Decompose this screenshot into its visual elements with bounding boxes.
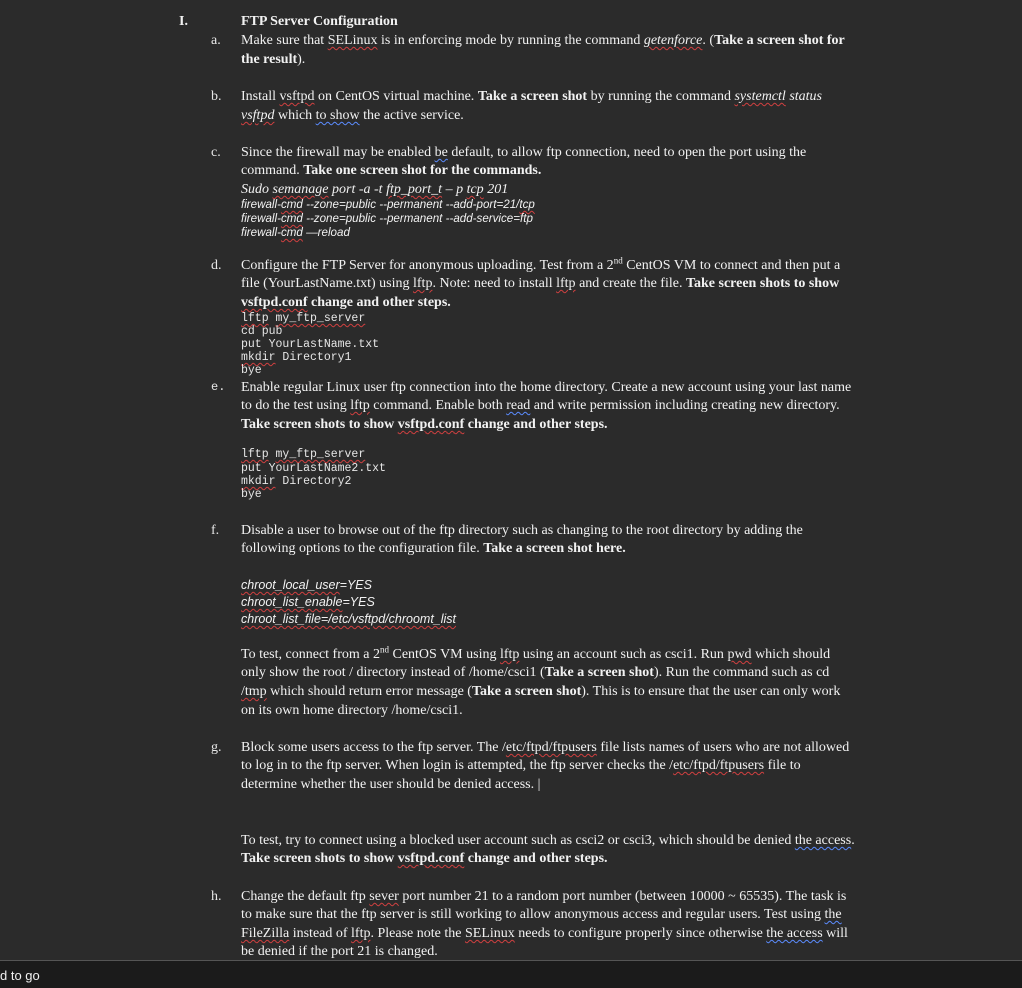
code-lftp-connect-2: lftp my_ftp_server xyxy=(241,448,366,461)
item-a-marker: a. xyxy=(211,33,221,48)
item-d-marker: d. xyxy=(211,258,222,273)
item-d-line2: file (YourLastName.txt) using lftp. Note: need to install lftp and create the file. Take screen shots to show xyxy=(241,276,840,291)
item-g-marker: g. xyxy=(211,740,222,755)
code-mkdir-1: mkdir Directory1 xyxy=(241,351,352,364)
item-h-line2: to make sure that the ftp server is still working to allow anonymous access and regular users. Test using the xyxy=(241,907,842,922)
item-d-line1: Configure the FTP Server for anonymous uploading. Test from a 2nd CentOS VM to connect and then put a xyxy=(241,255,841,273)
code-mkdir-2: mkdir Directory2 xyxy=(241,475,352,488)
item-g-test-line2: Take screen shots to show vsftpd.conf change and other steps. xyxy=(241,851,608,866)
status-bar-text: d to go xyxy=(0,968,40,983)
item-f-marker: f. xyxy=(211,523,220,538)
item-a-line1: Make sure that SELinux is in enforcing mode by running the command getenforce. (Take a screen shot for xyxy=(241,33,845,48)
item-g-line2: to log in to the ftp server. When login is attempted, the ftp server checks the /etc/ftpd/ftpusers file to xyxy=(241,758,801,773)
item-e-marker: e. xyxy=(211,380,226,394)
item-e-line1: Enable regular Linux user ftp connection into the home directory. Create a new account using your last name xyxy=(241,380,852,395)
item-g-line1: Block some users access to the ftp server. The /etc/ftpd/ftpusers file lists names of users who are not allowed xyxy=(241,740,850,755)
item-a-line2: the result). xyxy=(241,52,306,67)
bottom-status-bar[interactable] xyxy=(0,961,1022,988)
item-d-line3: vsftpd.conf change and other steps. xyxy=(241,295,451,310)
item-g-test-line1: To test, try to connect using a blocked user account such as csci2 or csci3, which should be denied the access. xyxy=(241,833,855,848)
item-f-test-line2: only show the root / directory instead of /home/csci1 (Take a screen shot). Run the command such as cd xyxy=(241,665,830,680)
semanage-command: Sudo semanage port -a -t ftp_port_t – p tcp 201 xyxy=(241,182,509,197)
item-f-test-line1: To test, connect from a 2nd CentOS VM using lftp using an account such as csci1. Run pwd which should xyxy=(241,644,831,662)
item-f-line2: following options to the configuration file. Take a screen shot here. xyxy=(241,541,626,556)
item-e-line2: to do the test using lftp command. Enable both read and write permission including creating new directory. xyxy=(241,398,840,413)
code-bye-2: bye xyxy=(241,488,262,501)
item-c-line1: Since the firewall may be enabled be default, to allow ftp connection, need to open the port using the xyxy=(241,145,807,160)
item-g-line3[interactable]: determine whether the user should be denied access. | xyxy=(241,777,541,792)
code-bye-1: bye xyxy=(241,364,262,377)
item-f-test-line4: on its own home directory /home/csci1. xyxy=(241,703,463,718)
option-chroot-list-enable: chroot_list_enable=YES xyxy=(241,595,375,609)
code-lftp-connect-1: lftp my_ftp_server xyxy=(241,312,366,325)
item-h-line1: Change the default ftp sever port number 21 to a random port number (between 10000 ~ 65535). The task is xyxy=(241,889,847,904)
item-c-marker: c. xyxy=(211,145,221,160)
section-numeral: I. xyxy=(179,14,188,29)
firewall-cmd-port: firewall-cmd --zone=public --permanent --add-port=21/tcp xyxy=(241,198,535,211)
item-h-line4: be denied if the port 21 is changed. xyxy=(241,944,438,959)
item-b-marker: b. xyxy=(211,89,222,104)
firewall-cmd-service: firewall-cmd --zone=public --permanent --add-service=ftp xyxy=(241,212,533,225)
item-f-test-line3: /tmp which should return error message (Take a screen shot). This is to ensure that the user can only work xyxy=(241,684,841,699)
item-c-line2: command. Take one screen shot for the commands. xyxy=(241,163,542,178)
item-b-line2: vsftpd which to show the active service. xyxy=(241,108,464,123)
option-chroot-local-user: chroot_local_user=YES xyxy=(241,578,372,592)
item-f-line1: Disable a user to browse out of the ftp directory such as changing to the root directory by adding the xyxy=(241,523,803,538)
item-b-line1: Install vsftpd on CentOS virtual machine. Take a screen shot by running the command systemctl status xyxy=(241,89,822,104)
code-cd-pub: cd pub xyxy=(241,325,283,338)
code-put-file-2: put YourLastName2.txt xyxy=(241,462,386,475)
item-h-marker: h. xyxy=(211,889,222,904)
code-put-file-1: put YourLastName.txt xyxy=(241,338,380,351)
item-e-line3: Take screen shots to show vsftpd.conf change and other steps. xyxy=(241,417,608,432)
firewall-cmd-reload: firewall-cmd —reload xyxy=(241,226,350,239)
item-h-line3: FileZilla instead of lftp. Please note the SELinux needs to configure properly since otherwise the access will xyxy=(241,926,848,941)
section-title: FTP Server Configuration xyxy=(241,14,398,29)
option-chroot-list-file: chroot_list_file=/etc/vsftpd/chroomt_list xyxy=(241,612,457,626)
